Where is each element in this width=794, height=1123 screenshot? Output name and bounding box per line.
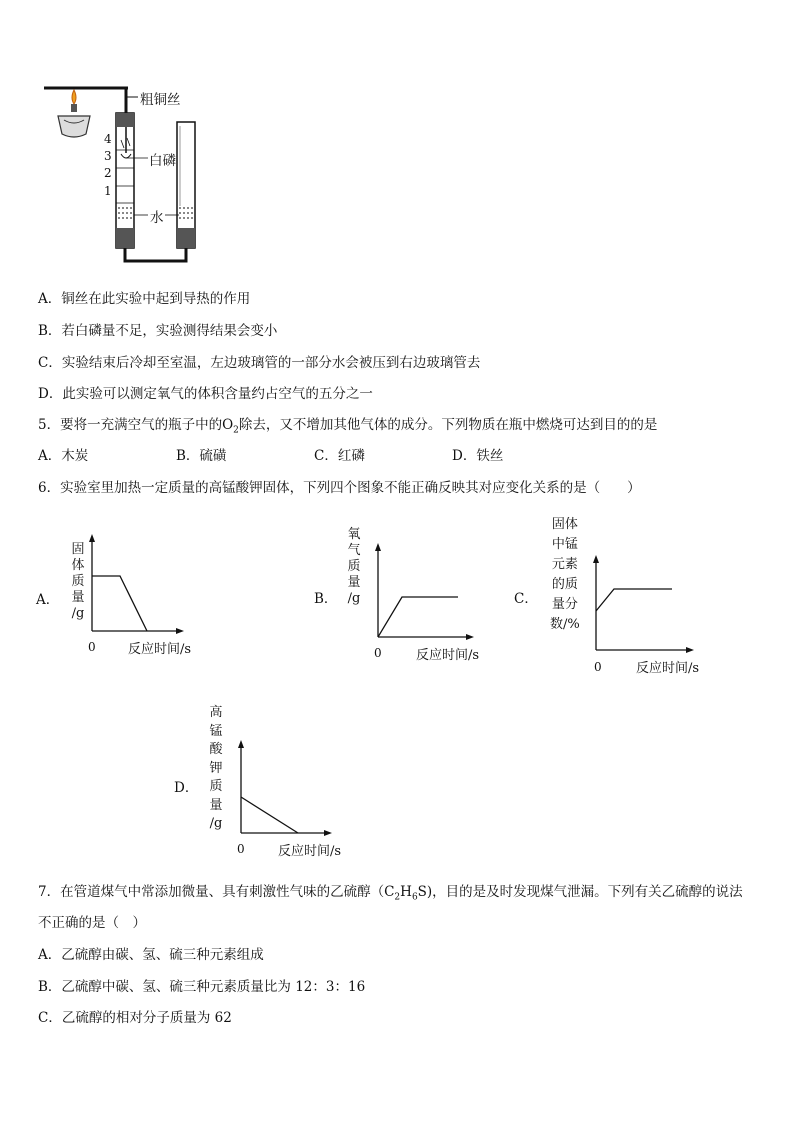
q4-option-d: D．此实验可以测定氧气的体积含量约占空气的五分之一 <box>38 386 373 402</box>
graph-d-origin: 0 <box>237 842 245 856</box>
q5-option-d: D．铁丝 <box>452 448 504 464</box>
q5-stem: 5．要将一充满空气的瓶子中的$O_2$除去，又不增加其他气体的成分。下列物质在瓶中燃烧可达到目的的是 <box>38 417 658 436</box>
graph-a-xlabel: 反应时间/s <box>128 642 192 657</box>
label-white-phosphorus: 白磷 <box>149 153 176 169</box>
q7-stem-line2: 不正确的是（ ） <box>38 915 146 931</box>
q7-stem-line1: 7．在管道煤气中常添加微量、具有刺激性气味的乙硫醇$(C_2H_6S)$，目的是及时发现煤气泄漏。下列有关乙硫醇的说法 <box>38 884 743 903</box>
q6-stem: 6．实验室里加热一定质量的高锰酸钾固体，下列四个图象不能正确反映其对应变化关系的是（ ） <box>38 480 641 496</box>
q5-option-b: B．硫磺 <box>176 448 227 464</box>
q4-option-a: A．铜丝在此实验中起到导热的作用 <box>38 291 251 307</box>
graph-b-ylabel: 氧 气 质 量 /g <box>347 527 361 606</box>
graph-a-letter: A． <box>36 592 60 608</box>
graph-c-xlabel: 反应时间/s <box>636 661 700 676</box>
q4-option-b: B．若白磷量不足，实验测得结果会变小 <box>38 323 278 339</box>
graph-c-letter: C． <box>514 591 538 607</box>
apparatus-figure <box>30 78 250 273</box>
graph-d-ylabel: 高 锰 酸 钾 质 量 /g <box>209 705 223 831</box>
q5-option-a: A．木炭 <box>38 448 89 464</box>
q7-option-c: C．乙硫醇的相对分子质量为 62 <box>38 1010 232 1026</box>
graph-b-letter: B． <box>314 591 338 607</box>
graph-a-ylabel: 固 体 质 量 /g <box>71 542 85 621</box>
graph-a-origin: 0 <box>88 640 96 654</box>
graph-c <box>510 515 710 675</box>
label-water: 水 <box>150 210 164 226</box>
scale-1: 1 <box>104 184 112 198</box>
graph-c-origin: 0 <box>594 660 602 674</box>
q7-option-b: B．乙硫醇中碳、氢、硫三种元素质量比为 12：3：16 <box>38 979 366 995</box>
graph-b <box>310 525 500 665</box>
scale-3: 3 <box>104 149 112 163</box>
graph-d-xlabel: 反应时间/s <box>278 844 342 859</box>
graph-b-xlabel: 反应时间/s <box>416 648 480 663</box>
graph-d-letter: D． <box>174 780 199 796</box>
q7-option-a: A．乙硫醇由碳、氢、硫三种元素组成 <box>38 947 264 963</box>
label-copper-wire: 粗铜丝 <box>140 92 181 108</box>
scale-4: 4 <box>104 132 112 146</box>
graph-c-ylabel: 固体 中锰 元素 的质 量分 数/% <box>550 517 580 632</box>
q4-option-c: C．实验结束后冷却至室温，左边玻璃管的一部分水会被压到右边玻璃管去 <box>38 355 481 371</box>
graph-b-origin: 0 <box>374 646 382 660</box>
graph-a <box>30 530 220 660</box>
q5-option-c: C．红磷 <box>314 448 365 464</box>
graph-d <box>170 700 370 865</box>
scale-2: 2 <box>104 166 112 180</box>
